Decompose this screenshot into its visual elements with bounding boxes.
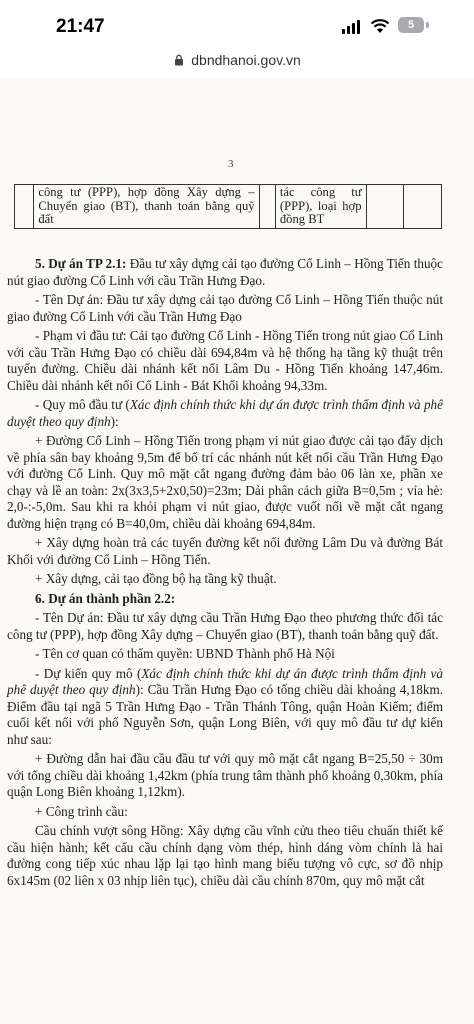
page-number: 3 xyxy=(228,158,234,170)
paragraph: + Đường dẫn hai đầu cầu đầu tư với quy mô mặt cắt ngang B=25,50 ÷ 30m với tổng chiều dài khoảng 1,42km (phía trung tâm thành phố khoảng 0,30km, phía quận Long Biên khoảng 1,12km). xyxy=(7,751,443,799)
paragraph: - Phạm vi đầu tư: Cải tạo đường Cổ Linh - Hồng Tiến trong nút giao Cổ Linh với cầu Trần Hưng Đạo có chiều dài 694,84m và hệ thống hạ tầng kỹ thuật trên tuyến đường. Chiều dài nhánh kết nối Lâm Du - Hồng Tiến khoảng 147,46m. Chiều dài nhánh kết nối Cổ Linh - Bát Khối khoảng 94,33m. xyxy=(7,328,443,393)
status-bar xyxy=(0,0,474,48)
document-page xyxy=(0,78,474,1024)
lock-icon xyxy=(173,54,185,66)
table-cell xyxy=(404,185,442,229)
section-heading-6: 6. Dự án thành phần 2.2: xyxy=(35,590,176,606)
status-time: 21:47 xyxy=(56,16,105,37)
paragraph: - Tên Dự án: Đầu tư xây dựng cầu Trần Hưng Đạo theo phương thức đối tác công tư (PPP), hợp đồng Xây dựng – Chuyển giao (BT), thanh toán bằng quỹ đất. xyxy=(7,610,443,642)
table-cell xyxy=(15,185,34,229)
table-cell xyxy=(366,185,404,229)
battery-level: 5 xyxy=(407,19,415,31)
table-cell: công tư (PPP), hợp đồng Xây dựng – Chuyển giao (BT), thanh toán bằng quỹ đất xyxy=(34,185,259,229)
battery-icon xyxy=(398,17,424,33)
section-heading-5: 5. Dự án TP 2.1: Đầu tư xây dựng cải tạo đường Cổ Linh – Hồng Tiến thuộc nút giao đường Cổ Linh với cầu Trần Hưng Đạo. xyxy=(7,256,443,288)
paragraph: - Dự kiến quy mô (Xác định chính thức khi dự án được trình thẩm định và phê duyệt theo quy định): Cầu Trần Hưng Đạo có tổng chiều dài khoảng 4,18km. Điểm đầu tại ngã 5 Trần Hưng Đạo - Trần Thánh Tông, quận Hoàn Kiếm; điểm cuối kết nối với phố Nguyễn Sơn, quận Long Biên, với quy mô đầu tư dự kiến như sau: xyxy=(7,665,444,747)
table-fragment xyxy=(14,184,442,229)
table-row xyxy=(15,185,442,229)
paragraph: - Tên cơ quan có thẩm quyền: UBND Thành phố Hà Nội xyxy=(35,646,335,661)
battery-nub xyxy=(426,22,429,28)
document-body xyxy=(7,256,443,892)
paragraph: + Đường Cổ Linh – Hồng Tiến trong phạm vi nút giao được cải tạo đẩy dịch về phía sân bay khoảng 9,5m để bố trí các nhánh nút kết nối cầu Trần Hưng Đạo với đường Cổ Linh. Quy mô mặt cắt ngang đường đảm bảo 06 làn xe, phần xe chạy và lề an toàn: 2x(3x3,5+2x0,50)=23m; Dải phân cách giữa B=0,5m ; vỉa hè: 2,0-:-5,0m. Sau khi ra khỏi phạm vi nút giao, được vuốt nối về mặt cắt ngang đường hiện trạng có B=40,0m, chiều dài khoảng 694,84m. xyxy=(7,433,443,531)
paragraph: Cầu chính vượt sông Hồng: Xây dựng cầu vĩnh cửu theo tiêu chuẩn thiết kế cầu hiện hành; kết cấu cầu chính dạng vòm thép, hình dáng vòm chính là hai đường cong tiếp xúc nhau lặp lại tạo hình mang biểu tượng vô cực, sơ đồ nhịp 6x145m (02 liên x 03 nhịp liên tục), chiều dài cầu chính 870m, quy mô mặt cắt xyxy=(7,823,443,888)
paragraph: + Xây dựng hoàn trả các tuyến đường kết nối đường Lâm Du và đường Bát Khối với đường Cổ Linh – Hồng Tiến. xyxy=(7,535,443,567)
table-cell xyxy=(259,185,275,229)
paragraph: - Quy mô đầu tư (Xác định chính thức khi dự án được trình thẩm định và phê duyệt theo quy định): xyxy=(7,397,443,429)
paragraph: + Công trình cầu: xyxy=(35,803,128,819)
paragraph: - Tên Dự án: Đầu tư xây dựng cải tạo đường Cổ Linh – Hồng Tiến thuộc nút giao đường Cổ Linh với cầu Trần Hưng Đạo xyxy=(7,292,443,324)
cellular-signal-icon xyxy=(342,20,362,34)
wifi-icon xyxy=(370,18,390,34)
table-cell: tác công tư (PPP), loại hợp đồng BT xyxy=(275,185,366,229)
address-bar[interactable] xyxy=(0,48,474,76)
url-text: dbndhanoi.gov.vn xyxy=(191,52,301,68)
paragraph: + Xây dựng, cải tạo đồng bộ hạ tầng kỹ thuật. xyxy=(35,571,277,586)
